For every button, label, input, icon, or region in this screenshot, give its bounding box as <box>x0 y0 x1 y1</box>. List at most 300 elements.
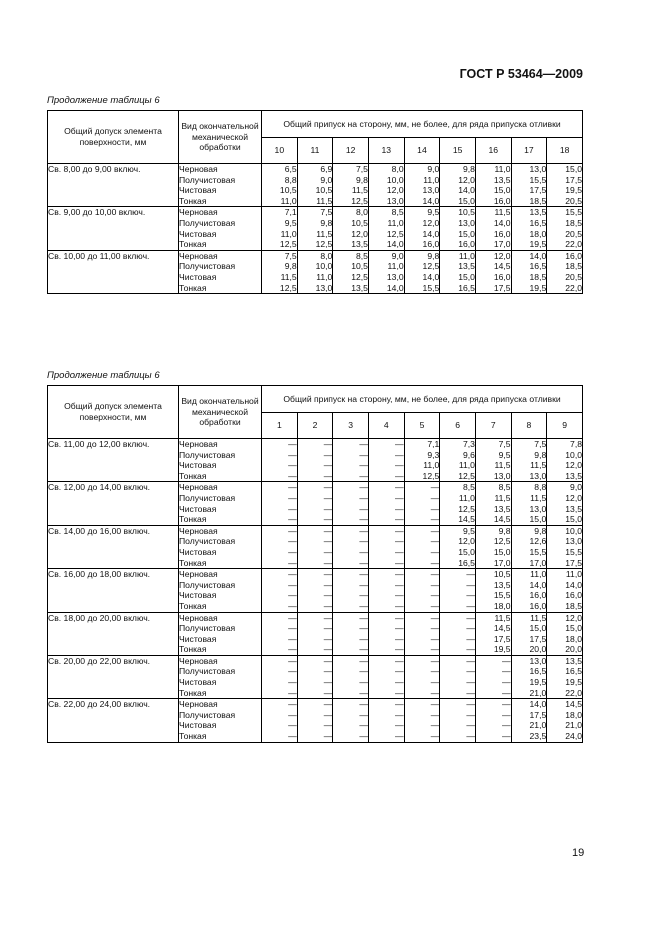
allowance-value: 17,0 <box>493 239 511 250</box>
table-row <box>48 482 583 525</box>
allowance-value: 7,1 <box>284 207 297 218</box>
allowance-value: 20,5 <box>565 195 582 206</box>
operation-cell <box>179 525 262 568</box>
allowance-cell <box>547 439 583 482</box>
tolerance-range-cell: Св. 10,00 до 11,00 включ. <box>48 250 179 293</box>
operation-cell <box>179 612 262 655</box>
operation-label: Тонкая <box>179 195 207 206</box>
allowance-value: — <box>466 720 475 731</box>
allowance-value: — <box>395 579 404 590</box>
allowance-value: 15,0 <box>458 228 475 239</box>
allowance-cell <box>511 439 547 482</box>
allowance-value: 17,5 <box>529 709 547 720</box>
operation-label: Тонкая <box>179 282 207 293</box>
allowance-value: — <box>323 525 333 536</box>
allowance-cell <box>368 525 404 568</box>
allowance-value: — <box>359 720 368 731</box>
allowance-value: — <box>323 514 333 525</box>
allowance-value: — <box>430 720 440 731</box>
allowance-cell <box>262 250 298 293</box>
allowance-value: — <box>359 569 368 580</box>
allowance-cell <box>440 525 476 568</box>
allowance-value: 20,0 <box>565 644 582 655</box>
operation-label: Чистовая <box>179 633 217 644</box>
allowance-cell <box>511 482 547 525</box>
allowance-value: — <box>466 644 475 655</box>
allowance-value: 19,5 <box>493 644 511 655</box>
allowance-value: 10,0 <box>386 174 404 185</box>
allowance-cell <box>297 525 333 568</box>
allowance-value: — <box>359 666 368 677</box>
header-series: 1 <box>262 413 298 439</box>
allowance-value: 11,0 <box>423 460 440 471</box>
allowance-value: 8,8 <box>534 482 547 493</box>
header-series: 7 <box>475 413 511 439</box>
allowance-cell <box>404 569 440 612</box>
operation-label: Получистовая <box>179 709 236 720</box>
allowance-cell <box>511 207 547 250</box>
allowance-cell <box>368 207 404 250</box>
allowance-cell <box>511 525 547 568</box>
operation-label: Черновая <box>179 250 218 261</box>
allowance-value: 18,5 <box>565 217 582 228</box>
allowance-value: 12,5 <box>458 503 475 514</box>
allowance-cell <box>475 699 511 742</box>
allowance-value: — <box>466 687 475 698</box>
allowance-value: — <box>502 699 511 710</box>
allowance-value: — <box>359 525 368 536</box>
allowance-value: 9,8 <box>427 250 440 261</box>
allowance-value: 11,5 <box>351 185 368 196</box>
allowance-cell <box>262 439 298 482</box>
allowance-value: 9,8 <box>284 261 297 272</box>
allowance-value: 16,0 <box>565 590 582 601</box>
allowance-cell <box>262 164 298 207</box>
operation-label: Тонкая <box>179 687 207 698</box>
allowance-value: 8,0 <box>356 207 368 218</box>
operation-label: Черновая <box>179 164 218 174</box>
allowance-value: — <box>430 492 440 503</box>
allowance-cell <box>297 612 333 655</box>
allowance-cell <box>475 164 511 207</box>
operation-label: Получистовая <box>179 449 236 460</box>
allowance-value: 13,5 <box>565 470 582 481</box>
allowance-value: 12,0 <box>351 228 368 239</box>
allowance-value: 13,0 <box>315 282 333 293</box>
header-series: 9 <box>547 413 583 439</box>
operation-label: Чистовая <box>179 185 217 196</box>
allowance-value: 9,5 <box>462 525 475 536</box>
allowance-cell <box>475 439 511 482</box>
allowance-value: — <box>288 720 297 731</box>
allowance-value: 15,5 <box>529 174 547 185</box>
allowance-cell <box>297 699 333 742</box>
allowance-cell <box>511 250 547 293</box>
allowance-cell <box>511 569 547 612</box>
operation-label: Получистовая <box>179 217 236 228</box>
allowance-value: 12,5 <box>493 536 511 547</box>
allowance-value: — <box>288 546 297 557</box>
allowance-cell <box>440 250 476 293</box>
allowance-value: 9,3 <box>427 449 440 460</box>
allowance-value: 17,5 <box>529 633 547 644</box>
allowance-value: — <box>395 666 404 677</box>
allowance-value: — <box>288 623 297 634</box>
allowance-cell <box>475 250 511 293</box>
allowance-value: 9,8 <box>498 525 511 536</box>
allowance-value: 16,0 <box>493 271 511 282</box>
allowance-value: 20,5 <box>565 228 582 239</box>
allowance-value: 24,0 <box>565 731 582 742</box>
allowance-value: 8,5 <box>498 482 511 493</box>
tolerance-range-cell: Св. 18,00 до 20,00 включ. <box>48 612 179 655</box>
allowance-value: — <box>395 709 404 720</box>
allowance-value: 15,5 <box>565 207 582 218</box>
allowance-value: 7,5 <box>284 250 297 261</box>
allowance-value: — <box>430 644 440 655</box>
allowance-value: — <box>466 731 475 742</box>
allowance-value: 11,0 <box>530 569 547 580</box>
allowance-value: — <box>430 623 440 634</box>
allowance-cell <box>404 699 440 742</box>
allowance-value: — <box>323 590 333 601</box>
allowance-value: 16,5 <box>529 217 547 228</box>
allowance-value: 13,0 <box>386 195 404 206</box>
table-caption: Продолжение таблицы 6 <box>47 95 160 106</box>
allowance-value: — <box>359 503 368 514</box>
operation-cell <box>179 207 262 250</box>
allowance-value: — <box>430 655 440 666</box>
allowance-value: 11,0 <box>565 569 582 580</box>
allowance-value: — <box>359 687 368 698</box>
allowance-value: 14,5 <box>565 699 582 710</box>
allowance-value: 14,5 <box>493 261 511 272</box>
operation-label: Тонкая <box>179 731 207 742</box>
allowance-value: 15,0 <box>529 623 547 634</box>
allowance-cell <box>547 612 583 655</box>
allowance-value: 13,5 <box>351 282 368 293</box>
allowance-table <box>47 385 583 743</box>
allowance-value: 17,5 <box>493 282 511 293</box>
allowance-cell <box>511 655 547 698</box>
operation-label: Тонкая <box>179 239 207 250</box>
allowance-value: 13,0 <box>565 536 582 547</box>
allowance-cell <box>547 569 583 612</box>
allowance-value: 10,0 <box>565 525 582 536</box>
allowance-value: 14,0 <box>529 699 547 710</box>
allowance-value: — <box>323 579 333 590</box>
allowance-value: 13,0 <box>386 271 404 282</box>
allowance-value: 13,5 <box>565 503 582 514</box>
allowance-value: 12,0 <box>386 185 404 196</box>
operation-label: Чистовая <box>179 590 217 601</box>
table-row <box>48 655 583 698</box>
allowance-cell <box>404 612 440 655</box>
allowance-value: — <box>395 470 404 481</box>
allowance-value: — <box>288 677 297 688</box>
allowance-value: — <box>430 600 440 611</box>
allowance-value: — <box>288 557 297 568</box>
allowance-cell <box>297 164 333 207</box>
allowance-value: — <box>430 699 440 710</box>
allowance-value: — <box>359 677 368 688</box>
allowance-value: — <box>323 439 333 449</box>
allowance-value: — <box>288 731 297 742</box>
allowance-value: — <box>359 600 368 611</box>
allowance-value: 18,5 <box>529 195 547 206</box>
allowance-value: — <box>359 492 368 503</box>
operation-label: Черновая <box>179 482 218 493</box>
allowance-value: — <box>288 482 297 493</box>
operation-label: Черновая <box>179 612 218 623</box>
allowance-value: — <box>395 600 404 611</box>
allowance-value: 16,0 <box>493 195 511 206</box>
allowance-value: 13,5 <box>529 207 547 218</box>
allowance-value: — <box>323 731 333 742</box>
allowance-value: — <box>359 514 368 525</box>
header-operation: Вид окончательной механической обработки <box>179 111 262 164</box>
allowance-value: 12,0 <box>565 492 582 503</box>
header-series: 13 <box>368 138 404 164</box>
allowance-value: 21,0 <box>529 720 547 731</box>
allowance-value: — <box>466 579 475 590</box>
allowance-value: 19,5 <box>529 282 547 293</box>
table-row <box>48 207 583 250</box>
allowance-value: — <box>288 514 297 525</box>
allowance-value: 11,5 <box>316 195 333 206</box>
allowance-value: 12,0 <box>565 612 582 623</box>
allowance-value: 12,5 <box>351 195 368 206</box>
allowance-value: 15,0 <box>565 164 582 174</box>
allowance-value: — <box>323 482 333 493</box>
tolerance-range-cell: Св. 22,00 до 24,00 включ. <box>48 699 179 742</box>
allowance-value: — <box>502 655 511 666</box>
allowance-cell <box>297 482 333 525</box>
allowance-value: — <box>288 579 297 590</box>
allowance-value: — <box>288 709 297 720</box>
allowance-value: 16,5 <box>529 666 547 677</box>
operation-label: Черновая <box>179 569 218 580</box>
allowance-value: 9,0 <box>427 164 440 174</box>
allowance-value: 10,5 <box>351 261 368 272</box>
allowance-cell <box>440 207 476 250</box>
header-operation: Вид окончательной механической обработки <box>179 386 262 439</box>
operation-label: Чистовая <box>179 228 217 239</box>
allowance-value: 12,5 <box>386 228 404 239</box>
allowance-value: — <box>395 482 404 493</box>
allowance-cell <box>475 655 511 698</box>
operation-label: Тонкая <box>179 600 207 611</box>
allowance-value: 18,5 <box>529 271 547 282</box>
allowance-value: — <box>323 709 333 720</box>
allowance-value: — <box>395 731 404 742</box>
allowance-value: — <box>359 644 368 655</box>
allowance-value: — <box>359 536 368 547</box>
allowance-value: 18,0 <box>529 228 547 239</box>
allowance-cell <box>262 699 298 742</box>
allowance-value: — <box>323 492 333 503</box>
allowance-value: — <box>430 590 440 601</box>
allowance-value: 15,5 <box>493 590 511 601</box>
allowance-value: 20,5 <box>565 271 582 282</box>
allowance-value: 9,0 <box>570 482 582 493</box>
allowance-value: 11,5 <box>494 207 511 218</box>
header-series: 15 <box>440 138 476 164</box>
allowance-value: 14,0 <box>529 579 547 590</box>
allowance-value: — <box>323 460 333 471</box>
allowance-value: 18,5 <box>565 600 582 611</box>
allowance-cell <box>404 207 440 250</box>
operation-label: Получистовая <box>179 666 236 677</box>
allowance-value: 9,0 <box>320 174 333 185</box>
allowance-cell <box>547 482 583 525</box>
operation-cell <box>179 250 262 293</box>
tolerance-range-cell: Св. 20,00 до 22,00 включ. <box>48 655 179 698</box>
allowance-value: 17,5 <box>565 174 582 185</box>
allowance-value: — <box>395 514 404 525</box>
allowance-value: — <box>359 439 368 449</box>
allowance-value: — <box>466 666 475 677</box>
allowance-value: 11,0 <box>387 217 404 228</box>
allowance-value: 8,0 <box>391 164 404 174</box>
allowance-value: — <box>466 677 475 688</box>
allowance-value: 18,0 <box>565 633 582 644</box>
table-row <box>48 525 583 568</box>
allowance-value: 15,5 <box>565 546 582 557</box>
allowance-value: 10,5 <box>279 185 297 196</box>
header-zone: Общий допуск элемента поверхности, мм <box>48 111 179 164</box>
allowance-value: — <box>323 720 333 731</box>
allowance-value: — <box>395 503 404 514</box>
header-series: 5 <box>404 413 440 439</box>
allowance-value: 14,0 <box>386 282 404 293</box>
allowance-cell <box>333 207 369 250</box>
allowance-cell <box>333 250 369 293</box>
allowance-value: — <box>430 612 440 623</box>
allowance-value: 16,5 <box>458 557 475 568</box>
allowance-value: 16,0 <box>529 590 547 601</box>
allowance-value: — <box>430 514 440 525</box>
header-series: 11 <box>297 138 333 164</box>
allowance-value: 18,0 <box>565 709 582 720</box>
allowance-cell <box>475 207 511 250</box>
allowance-value: — <box>288 460 297 471</box>
table-caption: Продолжение таблицы 6 <box>47 370 160 381</box>
allowance-value: 11,5 <box>530 460 547 471</box>
allowance-cell <box>262 207 298 250</box>
allowance-cell <box>297 439 333 482</box>
allowance-cell <box>368 439 404 482</box>
allowance-value: 12,5 <box>279 282 297 293</box>
allowance-value: — <box>359 623 368 634</box>
allowance-value: 13,0 <box>529 164 547 174</box>
allowance-cell <box>404 164 440 207</box>
allowance-value: — <box>359 709 368 720</box>
operation-label: Тонкая <box>179 557 207 568</box>
allowance-value: 8,5 <box>356 250 368 261</box>
allowance-value: — <box>395 699 404 710</box>
allowance-value: — <box>288 644 297 655</box>
allowance-value: — <box>323 623 333 634</box>
allowance-cell <box>297 569 333 612</box>
allowance-cell <box>368 655 404 698</box>
allowance-value: 16,0 <box>565 250 582 261</box>
allowance-value: 11,5 <box>530 612 547 623</box>
allowance-value: 11,5 <box>316 228 333 239</box>
allowance-value: — <box>502 731 511 742</box>
allowance-value: 6,9 <box>320 164 333 174</box>
operation-label: Черновая <box>179 207 218 218</box>
allowance-cell <box>404 250 440 293</box>
allowance-value: 10,5 <box>351 217 368 228</box>
allowance-value: 22,0 <box>565 687 582 698</box>
page-number: 19 <box>572 847 585 859</box>
table-row <box>48 164 583 207</box>
allowance-value: — <box>395 677 404 688</box>
allowance-value: — <box>430 482 440 493</box>
allowance-cell <box>440 439 476 482</box>
allowance-value: 18,0 <box>493 600 511 611</box>
operation-label: Черновая <box>179 525 218 536</box>
allowance-value: 7,3 <box>462 439 475 449</box>
allowance-value: 14,5 <box>458 514 475 525</box>
allowance-value: 15,0 <box>458 546 475 557</box>
allowance-value: 13,5 <box>458 261 475 272</box>
allowance-value: 13,5 <box>493 174 511 185</box>
allowance-value: — <box>466 633 475 644</box>
allowance-value: 11,0 <box>280 195 297 206</box>
allowance-value: — <box>430 546 440 557</box>
header-series: 8 <box>511 413 547 439</box>
allowance-value: — <box>323 633 333 644</box>
allowance-cell <box>333 655 369 698</box>
allowance-value: 23,5 <box>529 731 547 742</box>
allowance-value: 13,0 <box>458 217 475 228</box>
allowance-value: 8,5 <box>462 482 475 493</box>
allowance-cell <box>297 655 333 698</box>
allowance-value: — <box>288 699 297 710</box>
allowance-value: 12,0 <box>565 460 582 471</box>
allowance-value: 13,5 <box>565 655 582 666</box>
allowance-cell <box>262 525 298 568</box>
allowance-value: — <box>502 666 511 677</box>
allowance-value: — <box>288 525 297 536</box>
allowance-cell <box>404 482 440 525</box>
allowance-value: 10,0 <box>565 449 582 460</box>
allowance-value: — <box>359 633 368 644</box>
allowance-value: 17,5 <box>529 185 547 196</box>
allowance-cell <box>404 525 440 568</box>
header-allowance-group: Общий припуск на сторону, мм, не более, для ряда припуска отливки <box>262 111 583 138</box>
allowance-value: — <box>395 612 404 623</box>
allowance-value: — <box>323 536 333 547</box>
allowance-value: — <box>430 536 440 547</box>
tolerance-range-cell: Св. 14,00 до 16,00 включ. <box>48 525 179 568</box>
allowance-cell <box>475 612 511 655</box>
operation-label: Получистовая <box>179 579 236 590</box>
allowance-cell <box>547 164 583 207</box>
allowance-cell <box>333 525 369 568</box>
allowance-value: — <box>466 655 475 666</box>
allowance-value: — <box>323 449 333 460</box>
allowance-value: 10,5 <box>493 569 511 580</box>
allowance-value: — <box>288 666 297 677</box>
allowance-value: 15,0 <box>565 514 582 525</box>
allowance-value: — <box>288 687 297 698</box>
tolerance-range-cell: Св. 9,00 до 10,00 включ. <box>48 207 179 250</box>
allowance-value: 10,0 <box>315 261 333 272</box>
allowance-value: — <box>288 655 297 666</box>
